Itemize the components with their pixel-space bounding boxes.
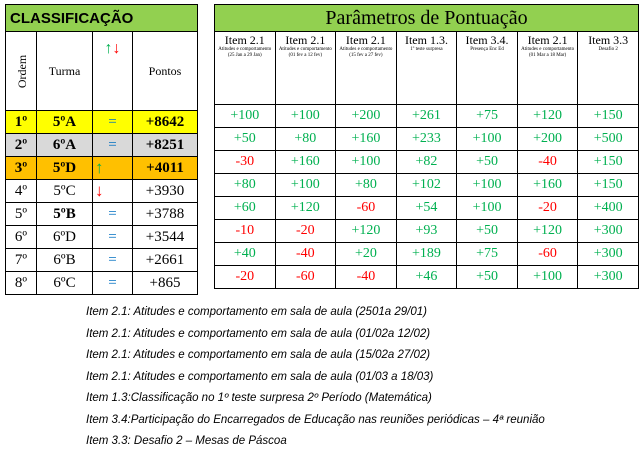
- note-line: Item 3.4:Participação do Encarregados de Educação nas reuniões periódicas – 4ª reunião: [86, 413, 545, 426]
- parameter-header: [215, 32, 276, 105]
- ranking-row: [6, 180, 198, 203]
- trend-equal-icon: =: [93, 134, 133, 157]
- parameter-value: +160: [336, 128, 397, 151]
- ranking-row: [6, 226, 198, 249]
- ranking-row: [6, 111, 198, 134]
- parameter-value: +102: [396, 174, 457, 197]
- rank-position: 8º: [6, 272, 37, 295]
- parameter-row: [215, 266, 639, 289]
- parameter-header: [396, 32, 457, 105]
- parameter-value: +80: [215, 174, 276, 197]
- parameter-header: [457, 32, 518, 105]
- parameter-value: +93: [396, 220, 457, 243]
- parameter-sublabel: Atitudes e comportamento (25 Jan a 29 Jan): [218, 47, 272, 58]
- parameter-value: -60: [517, 243, 578, 266]
- parameter-value: +300: [578, 243, 639, 266]
- parameter-value: +50: [215, 128, 276, 151]
- ranking-row: [6, 157, 198, 180]
- parameter-value: -20: [275, 220, 336, 243]
- turma-header: Turma: [37, 32, 93, 111]
- ranking-row: [6, 272, 198, 295]
- parameter-value: -60: [336, 197, 397, 220]
- parameter-value: +300: [578, 220, 639, 243]
- ranking-row: [6, 134, 198, 157]
- ordem-header: Ordem: [6, 32, 37, 111]
- parameter-value: +100: [275, 174, 336, 197]
- parameter-value: +54: [396, 197, 457, 220]
- note-line: Item 2.1: Atitudes e comportamento em sala de aula (01/03 a 18/03): [86, 370, 434, 383]
- parameter-sublabel: Presença Enc Ed: [470, 47, 504, 52]
- parameter-value: -40: [336, 266, 397, 289]
- parameters-table: [214, 4, 639, 289]
- parameter-label: Item 2.1: [345, 33, 386, 47]
- parameter-value: +261: [396, 105, 457, 128]
- parameter-label: Item 2.1: [224, 33, 265, 47]
- parameter-sublabel: 1º teste surpresa: [410, 47, 443, 52]
- parameter-value: -40: [517, 151, 578, 174]
- arrow-up-icon: ↑: [104, 40, 113, 57]
- parameter-header: [517, 32, 578, 105]
- rank-position: 2º: [6, 134, 37, 157]
- note-line: Item 1.3:Classificação no 1º teste surpresa 2º Período (Matemática): [86, 392, 432, 404]
- parameter-row: [215, 105, 639, 128]
- parameter-value: +100: [517, 266, 578, 289]
- class-points: +865: [133, 272, 198, 295]
- parameter-label: Item 3.3: [588, 33, 629, 47]
- parameter-value: -40: [275, 243, 336, 266]
- parameter-sublabel: Desafio 2: [598, 47, 618, 52]
- trend-equal-icon: =: [93, 226, 133, 249]
- parameter-header: [578, 32, 639, 105]
- parameter-row: [215, 197, 639, 220]
- parameter-row: [215, 220, 639, 243]
- parameter-value: +120: [275, 197, 336, 220]
- notes-list: [86, 302, 545, 453]
- class-points: +8251: [133, 134, 198, 157]
- ranking-row: [6, 249, 198, 272]
- parameter-value: +80: [275, 128, 336, 151]
- trend-equal-icon: =: [93, 203, 133, 226]
- class-name: 6ºD: [37, 226, 93, 249]
- parameter-value: -10: [215, 220, 276, 243]
- parameter-value: -60: [275, 266, 336, 289]
- parameter-value: +160: [517, 174, 578, 197]
- class-name: 5ºA: [37, 111, 93, 134]
- parameter-value: +100: [275, 105, 336, 128]
- parameter-value: +100: [457, 174, 518, 197]
- parameter-row: [215, 243, 639, 266]
- rank-position: 5º: [6, 203, 37, 226]
- parameter-value: +400: [578, 197, 639, 220]
- rank-position: 1º: [6, 111, 37, 134]
- parameter-label: Item 3.4.: [465, 33, 509, 47]
- parameter-label: Item 2.1: [527, 33, 568, 47]
- parameter-value: +100: [457, 197, 518, 220]
- rank-position: 6º: [6, 226, 37, 249]
- note-line: Item 2.1: Atitudes e comportamento em sala de aula (01/02a 12/02): [86, 327, 431, 340]
- trend-equal-icon: =: [93, 272, 133, 295]
- parameter-value: +150: [578, 151, 639, 174]
- parameter-value: +80: [336, 174, 397, 197]
- parameter-value: +75: [457, 243, 518, 266]
- parameter-row: [215, 128, 639, 151]
- parameter-row: [215, 174, 639, 197]
- class-name: 5ºB: [37, 203, 93, 226]
- parameter-sublabel: Atitudes e comportamento (01 Mar a 18 Mar): [521, 47, 575, 58]
- ranking-row: [6, 203, 198, 226]
- class-points: +2661: [133, 249, 198, 272]
- class-name: 6ºB: [37, 249, 93, 272]
- parameter-label: Item 2.1: [285, 33, 326, 47]
- parameter-value: +20: [336, 243, 397, 266]
- rank-position: 4º: [6, 180, 37, 203]
- parameter-value: +100: [336, 151, 397, 174]
- parameter-value: +50: [457, 151, 518, 174]
- parameters-title: Parâmetros de Pontuação: [215, 5, 639, 32]
- trend-header: [93, 32, 133, 111]
- parameter-value: +120: [336, 220, 397, 243]
- parameter-header: [275, 32, 336, 105]
- parameter-header: [336, 32, 397, 105]
- parameter-row: [215, 151, 639, 174]
- parameter-value: +75: [457, 105, 518, 128]
- parameter-sublabel: Atitudes e comportamento (15 fev a 27 fev): [339, 47, 393, 58]
- note-line: Item 3.3: Desafio 2 – Mesas de Páscoa: [86, 435, 287, 447]
- rank-position: 7º: [6, 249, 37, 272]
- parameter-value: +120: [517, 105, 578, 128]
- classification-table: [5, 4, 198, 295]
- note-line: Item 2.1: Atitudes e comportamento em sala de aula (15/02a 27/02): [86, 349, 431, 361]
- parameter-value: +100: [457, 128, 518, 151]
- classification-title: CLASSIFICAÇÃO: [6, 5, 198, 32]
- note-line: Item 2.1: Atitudes e comportamento em sala de aula (2501a 29/01): [86, 306, 427, 318]
- parameter-value: +50: [457, 266, 518, 289]
- parameter-value: +500: [578, 128, 639, 151]
- parameter-value: +160: [275, 151, 336, 174]
- parameter-value: +60: [215, 197, 276, 220]
- parameter-value: -20: [517, 197, 578, 220]
- parameter-value: +50: [457, 220, 518, 243]
- trend-down-icon: ↓: [93, 180, 133, 203]
- arrow-down-icon: ↓: [112, 40, 121, 57]
- parameter-value: +120: [517, 220, 578, 243]
- trend-equal-icon: =: [93, 111, 133, 134]
- trend-equal-icon: =: [93, 249, 133, 272]
- parameter-value: +233: [396, 128, 457, 151]
- parameter-value: -20: [215, 266, 276, 289]
- parameter-value: +150: [578, 174, 639, 197]
- pontos-header: Pontos: [133, 32, 198, 111]
- parameter-value: -30: [215, 151, 276, 174]
- parameter-value: +150: [578, 105, 639, 128]
- parameter-value: +300: [578, 266, 639, 289]
- class-points: +4011: [133, 157, 198, 180]
- rank-position: 3º: [6, 157, 37, 180]
- class-points: +8642: [133, 111, 198, 134]
- parameter-value: +200: [336, 105, 397, 128]
- class-points: +3930: [133, 180, 198, 203]
- parameter-sublabel: Atitudes e comportamento (01 fev a 12 fev): [278, 47, 332, 58]
- class-points: +3544: [133, 226, 198, 249]
- class-name: 6ºC: [37, 272, 93, 295]
- parameter-value: +82: [396, 151, 457, 174]
- parameter-value: +189: [396, 243, 457, 266]
- parameter-value: +100: [215, 105, 276, 128]
- parameter-label: Item 1.3.: [404, 33, 448, 47]
- parameter-value: +46: [396, 266, 457, 289]
- class-name: 5ºC: [37, 180, 93, 203]
- class-points: +3788: [133, 203, 198, 226]
- class-name: 6ºA: [37, 134, 93, 157]
- class-name: 5ºD: [37, 157, 93, 180]
- trend-up-icon: ↑: [93, 157, 133, 180]
- parameter-value: +200: [517, 128, 578, 151]
- parameter-value: +40: [215, 243, 276, 266]
